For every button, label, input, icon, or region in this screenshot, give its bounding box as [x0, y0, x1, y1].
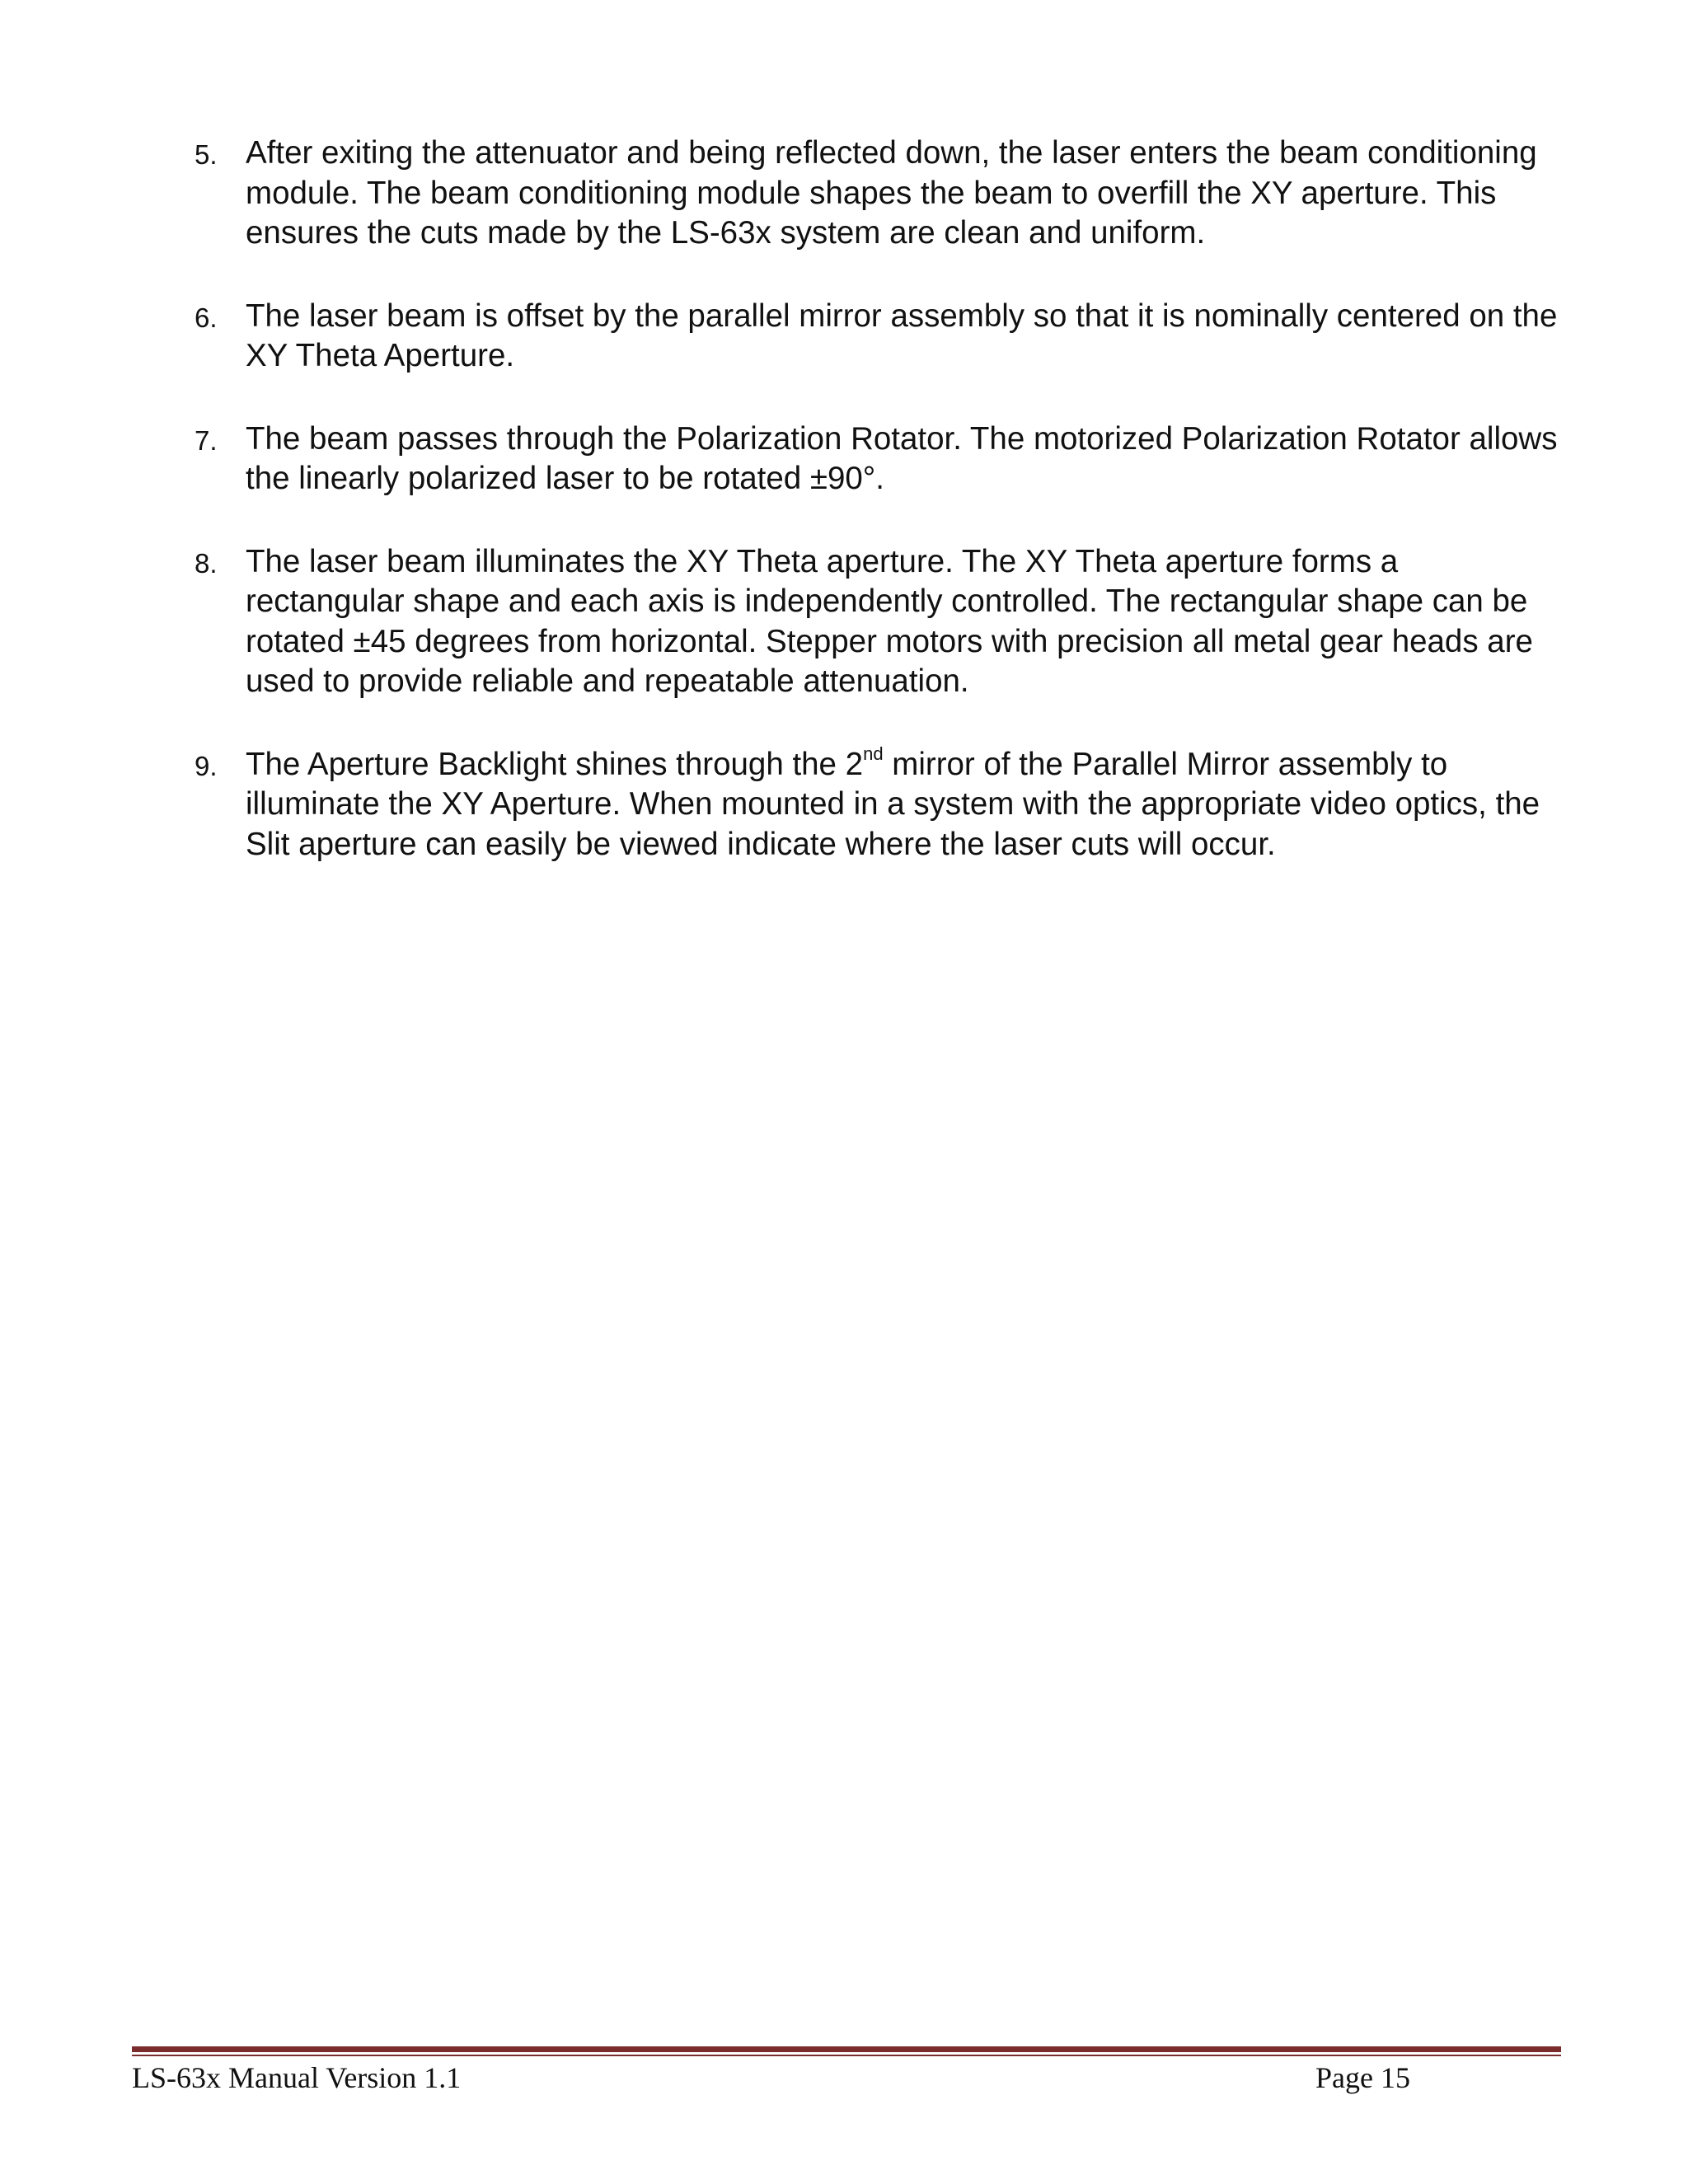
list-item [195, 134, 1563, 254]
list-item-number: 5. [195, 139, 218, 170]
footer-manual-version: LS-63x Manual Version 1.1 [132, 2061, 462, 2094]
list-item [195, 297, 1563, 377]
list-item [195, 745, 1563, 865]
list-item [195, 419, 1563, 499]
ordinal-superscript: nd [863, 743, 884, 764]
numbered-list [195, 134, 1563, 907]
text-after-superscript: mirror of the Parallel Mirror assembly to illuminate the XY Aperture. When mounted in a system with the appropriate video optics, the Slit aperture can easily be viewed indicate where the laser cuts will occur. [246, 746, 1540, 862]
list-item-text: The laser beam illuminates the XY Theta aperture. The XY Theta aperture forms a rectangular shape and each axis is independently controlled. The rectangular shape can be rotated ±45 degrees from horizontal. Stepper motors with precision all metal gear heads are used to provide reliable and repeatable attenuation. [246, 543, 1533, 699]
list-item-number: 6. [195, 302, 218, 333]
list-item-text [246, 743, 1540, 862]
footer-rule-thick [132, 2046, 1561, 2052]
list-item [195, 542, 1563, 702]
list-item-text: The laser beam is offset by the parallel mirror assembly so that it is nominally centered on the XY Theta Aperture. [246, 298, 1558, 373]
list-item-text: The beam passes through the Polarization Rotator. The motorized Polarization Rotator allows the linearly polarized laser to be rotated ±90°. [246, 420, 1558, 496]
list-item-text: After exiting the attenuator and being reflected down, the laser enters the beam conditioning module. The beam conditioning module shapes the beam to overfill the XY aperture. This ensures the cuts made by the LS-63x system are clean and uniform. [246, 135, 1537, 251]
footer-rule-thin [132, 2055, 1561, 2056]
list-item-number: 9. [195, 750, 218, 781]
list-item-number: 7. [195, 424, 218, 456]
list-item-number: 8. [195, 547, 218, 579]
text-before-superscript: The Aperture Backlight shines through the 2 [246, 746, 864, 782]
footer-page-number: Page 15 [1315, 2061, 1410, 2094]
